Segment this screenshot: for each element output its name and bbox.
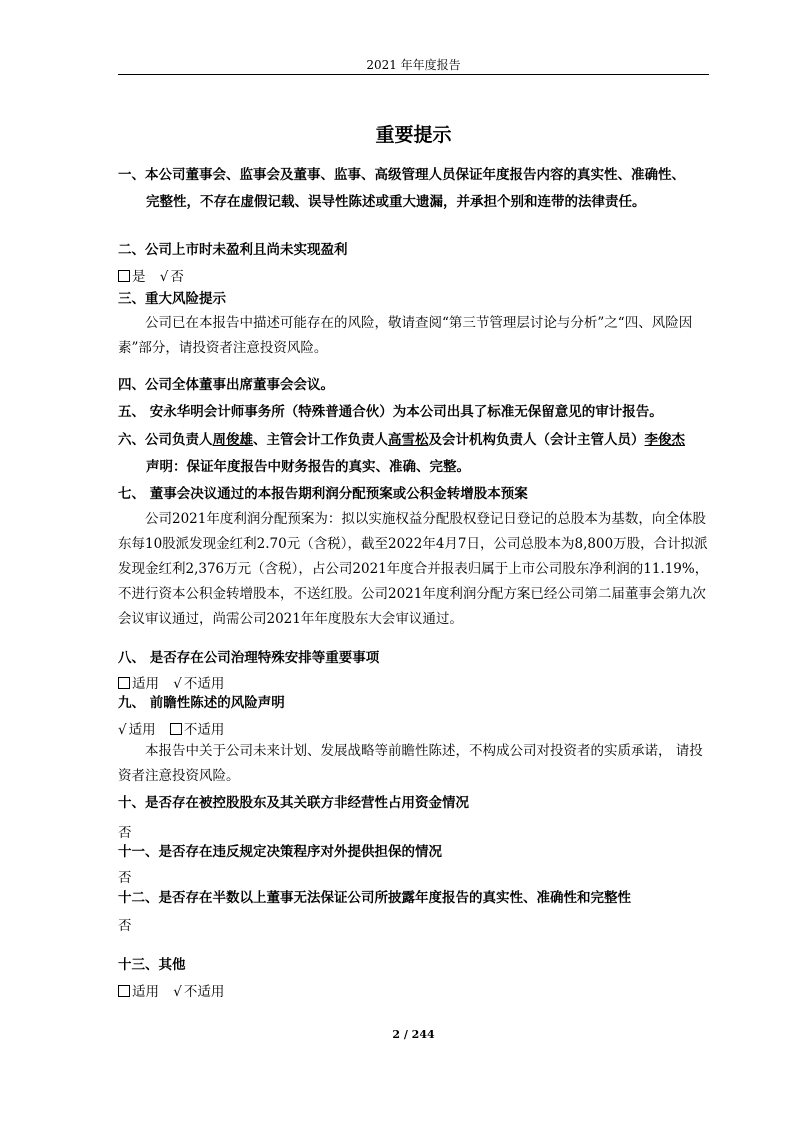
section-13-options bbox=[118, 980, 718, 1000]
section-10-heading: 十、是否存在被控股股东及其关联方非经营性占用资金情况 bbox=[118, 795, 469, 811]
accounting-agency-head-name: 李俊杰 bbox=[644, 432, 685, 448]
accounting-head-name: 高雪松 bbox=[388, 432, 429, 448]
section-12-heading: 十二、是否存在半数以上董事无法保证公司所披露年度报告的真实性、准确性和完整性 bbox=[118, 890, 631, 906]
unchecked-box-icon bbox=[118, 985, 130, 997]
checkmark-icon: √ bbox=[173, 984, 182, 1000]
checkmark-icon: √ bbox=[118, 722, 127, 738]
option-applicable: 适用 bbox=[132, 984, 159, 1000]
section-9-heading: 九、 前瞻性陈述的风险声明 bbox=[118, 695, 285, 711]
section-2-options bbox=[118, 265, 718, 285]
section-12-answer: 否 bbox=[118, 918, 132, 934]
section-5-heading: 五、 安永华明会计师事务所（特殊普通合伙）为本公司出具了标准无保留意见的审计报告。 bbox=[118, 404, 663, 420]
section-13-heading: 十三、其他 bbox=[118, 957, 186, 973]
section-1-line-1: 一、本公司董事会、监事会及董事、监事、高级管理人员保证年度报告内容的真实性、准确性、 bbox=[118, 167, 685, 183]
page-title: 重要提示 bbox=[375, 124, 452, 146]
section-1-line-2: 完整性，不存在虚假记载、误导性陈述或重大遗漏，并承担个别和连带的法律责任。 bbox=[146, 194, 646, 210]
option-not-applicable: 不适用 bbox=[183, 984, 225, 1000]
page-number: 2 / 244 bbox=[392, 1028, 435, 1041]
section-3-text: 公司已在本报告中描述可能存在的风险，敬请查阅“第三节管理层讨论与分析”之“四、风险因素”部分，请投资者注意投资风险。 bbox=[118, 315, 693, 356]
checkmark-icon: √ bbox=[173, 676, 182, 692]
section-9-options bbox=[118, 718, 718, 738]
section-9-text: 本报告中关于公司未来计划、发展战略等前瞻性陈述，不构成公司对投资者的实质承诺， 请投资者注意投资风险。 bbox=[118, 743, 703, 784]
checkmark-icon: √ bbox=[159, 269, 169, 285]
section-8-heading: 八、 是否存在公司治理特殊安排等重要事项 bbox=[118, 650, 380, 666]
section-11-heading: 十一、是否存在违反规定决策程序对外提供担保的情况 bbox=[118, 844, 442, 860]
option-applicable: 适用 bbox=[128, 722, 156, 738]
section-3-heading: 三、重大风险提示 bbox=[118, 291, 226, 307]
option-not-applicable: 不适用 bbox=[183, 676, 225, 692]
option-no: 否 bbox=[170, 269, 184, 285]
unchecked-box-icon bbox=[118, 677, 130, 689]
section-6-mid-2: 及会计机构负责人（会计主管人员） bbox=[428, 432, 645, 448]
section-2-heading: 二、公司上市时未盈利且尚未实现盈利 bbox=[118, 242, 348, 258]
header-divider bbox=[118, 74, 709, 75]
section-4-heading: 四、公司全体董事出席董事会会议。 bbox=[118, 377, 334, 393]
section-7-text: 公司2021年度利润分配预案为：拟以实施权益分配股权登记日登记的总股本为基数，向全体股东每10股派发现金红利2.70元（含税），截至2022年4月7日，公司总股本为8,800万股，合计拟派发现金红利2,376万元（含税），占公司2021年度合并报表归属于上市公司股东净利润的11.19%，不进行资本公积金转增股本，不送红股。公司2021年度利润分配方案已经公司第二届董事会第九次会议审议通过，尚需公司2021年年度股东大会审议通过。 bbox=[118, 511, 709, 627]
section-6-line-2: 声明：保证年度报告中财务报告的真实、准确、完整。 bbox=[146, 459, 470, 475]
unchecked-box-icon bbox=[170, 723, 182, 735]
company-head-name: 周俊雄 bbox=[212, 432, 253, 448]
section-11-answer: 否 bbox=[118, 870, 132, 886]
section-8-options bbox=[118, 672, 718, 692]
option-applicable: 适用 bbox=[132, 676, 159, 692]
section-7-heading: 七、 董事会决议通过的本报告期利润分配预案或公积金转增股本预案 bbox=[118, 486, 528, 502]
section-6-prefix: 六、公司负责人 bbox=[118, 432, 213, 448]
section-1-cont bbox=[146, 190, 746, 210]
unchecked-box-icon bbox=[118, 270, 130, 282]
section-6-line-1 bbox=[118, 428, 718, 448]
section-10-answer: 否 bbox=[118, 825, 132, 841]
section-6-mid-1: 、主管会计工作负责人 bbox=[253, 432, 388, 448]
option-not-applicable: 不适用 bbox=[183, 722, 225, 738]
option-yes: 是 bbox=[132, 269, 146, 285]
running-header: 2021 年年度报告 bbox=[366, 58, 461, 72]
section-1 bbox=[118, 163, 718, 183]
